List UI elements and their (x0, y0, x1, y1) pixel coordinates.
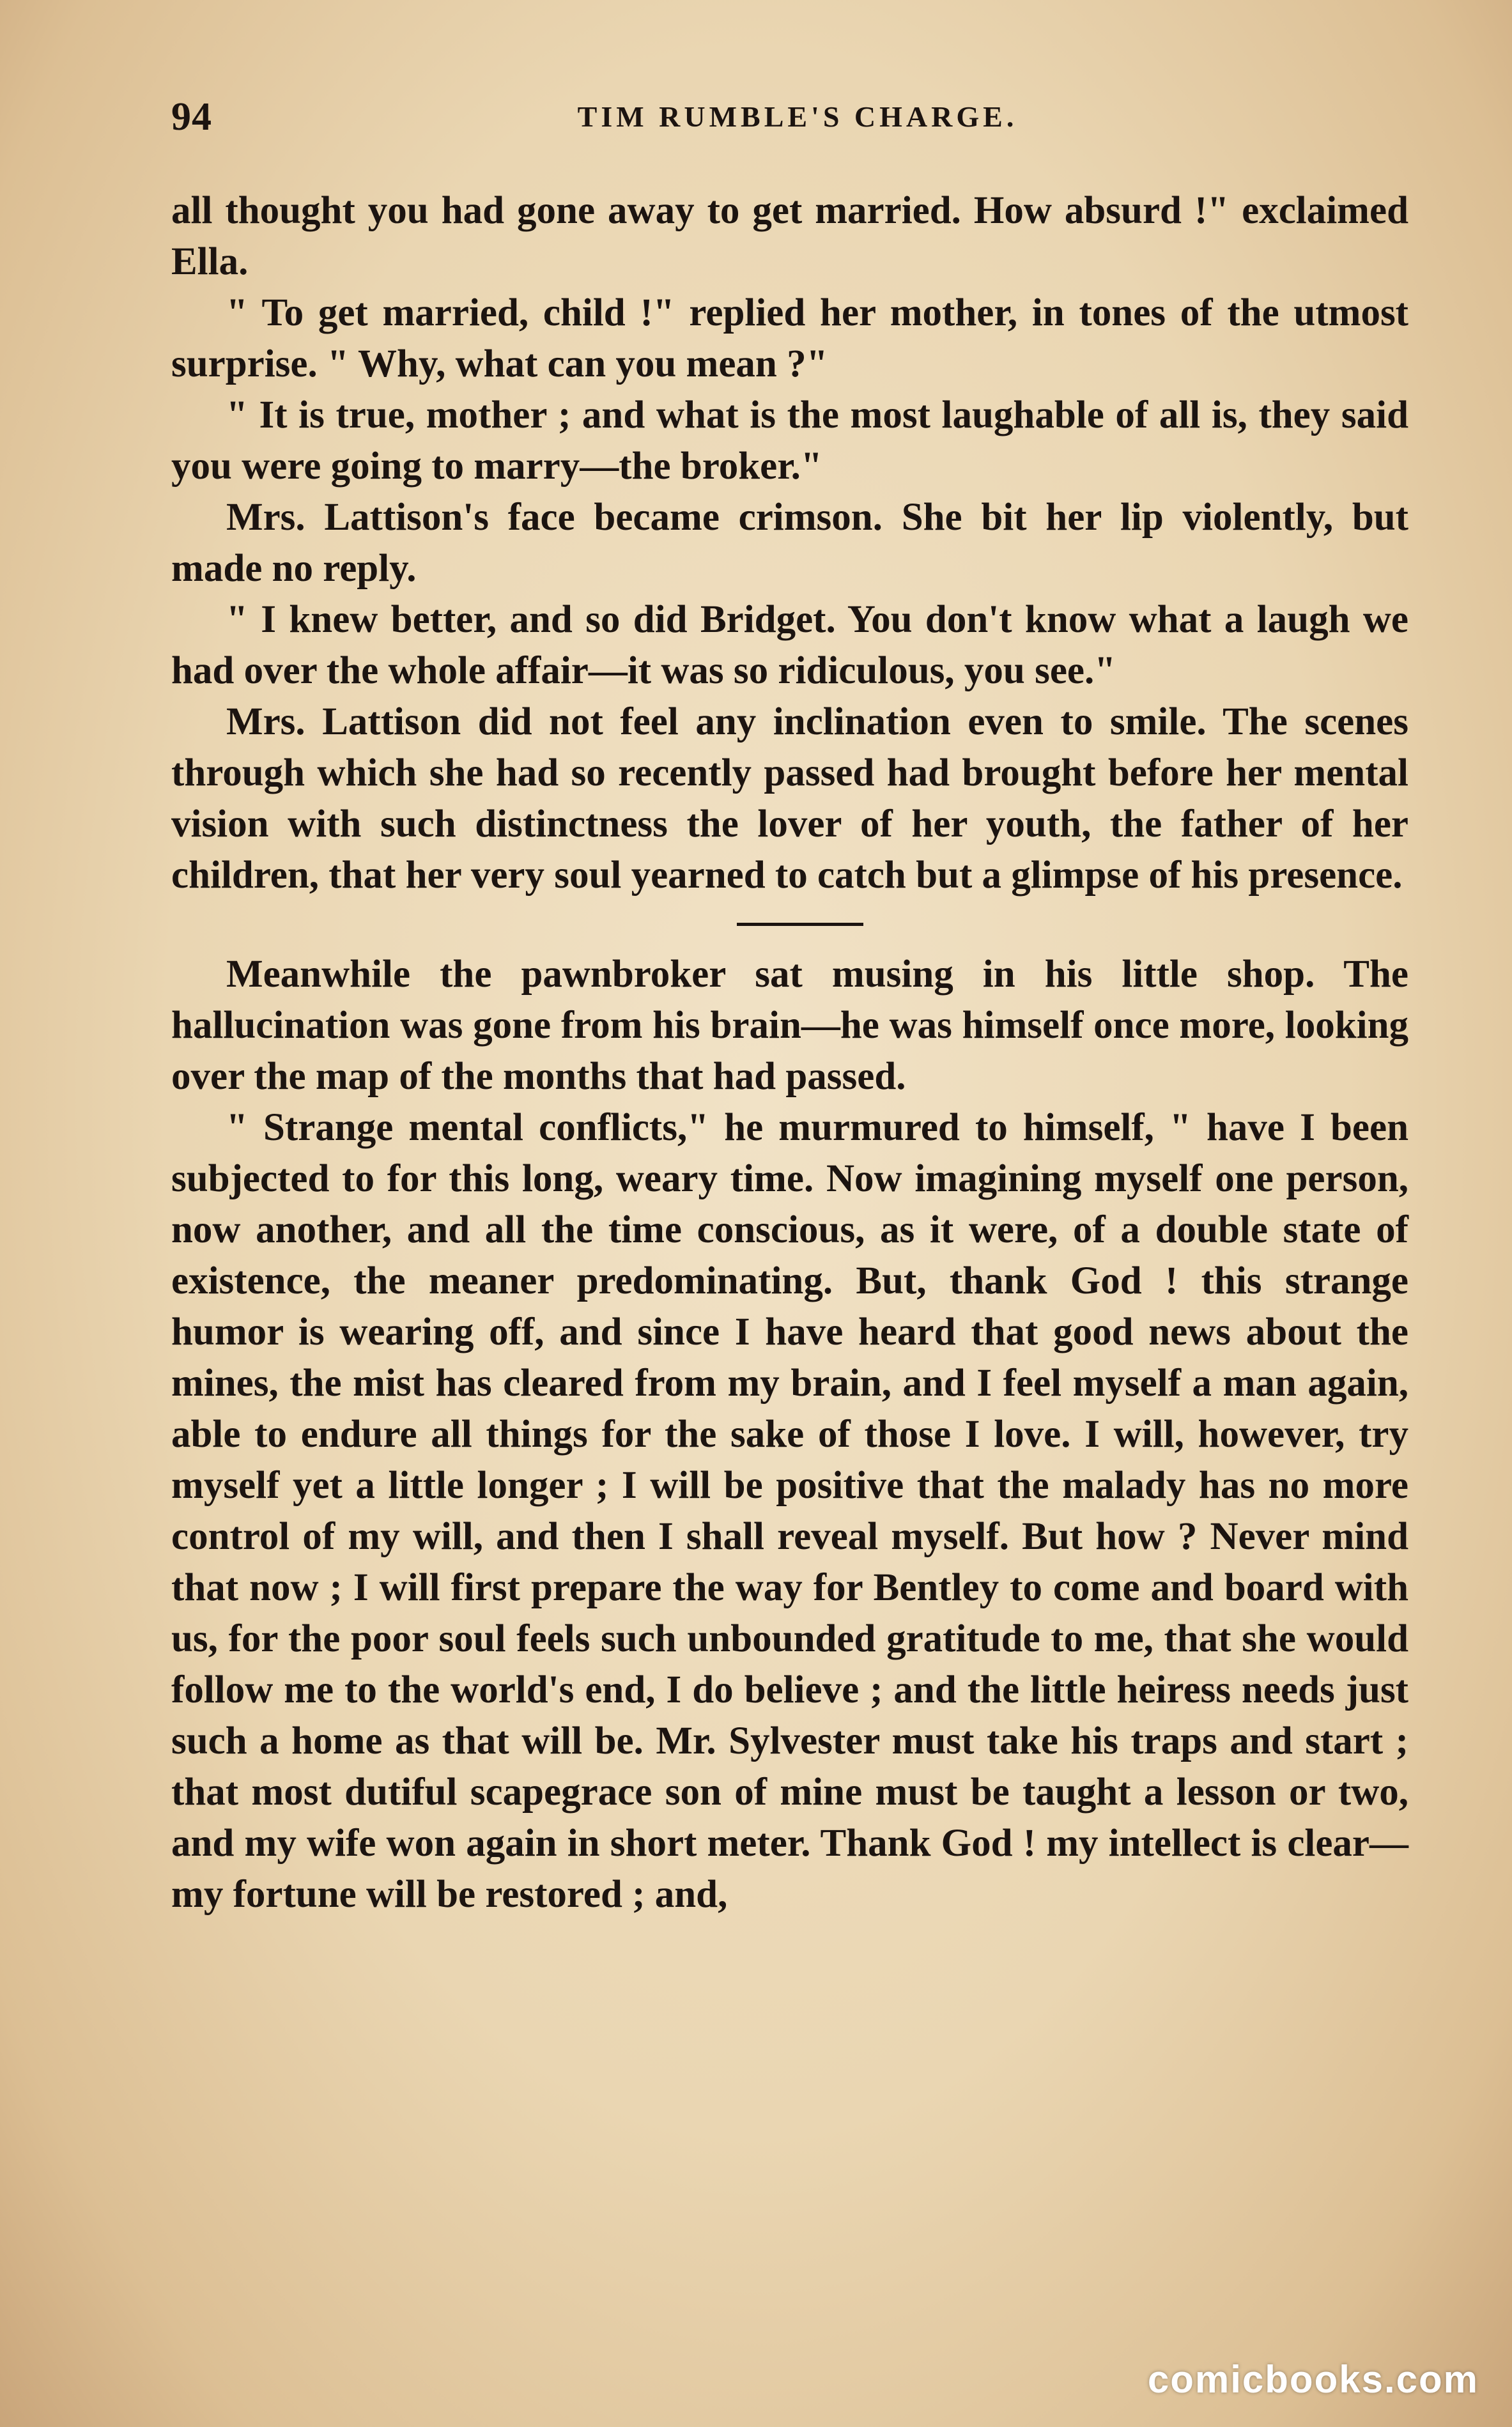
paragraph: all thought you had gone away to get married. How absurd !" exclaimed Ella. (171, 189, 1408, 283)
paragraph: Mrs. Lattison did not feel any inclination even to smile. The scenes through which she had so recently passed had brought before her mental vision with such distinctness the lover of her youth, the father of her children, that her very soul yearned to catch but a glimpse of his presence. (171, 700, 1408, 897)
body-text (171, 185, 1408, 1920)
watermark: comicbooks.com (1147, 2358, 1479, 2401)
paragraph: Meanwhile the pawnbroker sat musing in his little shop. The hallucination was gone from his brain—he was himself once more, looking over the map of the months that had passed. (171, 953, 1408, 1098)
section-divider (737, 923, 863, 926)
page-number: 94 (171, 95, 212, 139)
paragraph: " Strange mental conflicts," he murmured to himself, " have I been subjected to for this long, weary time. Now imagining myself one person, now another, and all the time conscious, as it were, of a double state of existence, the meaner predominating. But, thank God ! this strange humor is wearing off, and since I have heard that good news about the mines, the mist has cleared from my brain, and I feel myself a man again, able to endure all things for the sake of those I love. I will, however, try myself yet a little longer ; I will be positive that the malady has no more control of my will, and then I shall reveal myself. But how ? Never mind that now ; I will first prepare the way for Bentley to come and board with us, for the poor soul feels such unbounded gratitude to me, that she would follow me to the world's end, I do believe ; and the little heiress needs just such a home as that will be. Mr. Sylvester must take his traps and start ; that most dutiful scapegrace son of mine must be taught a lesson or two, and my wife won again in short meter. Thank God ! my intellect is clear—my fortune will be restored ; and, (171, 1106, 1408, 1916)
page-header (171, 95, 1424, 152)
paragraph: Mrs. Lattison's face became crimson. She bit her lip violently, but made no reply. (171, 496, 1408, 590)
running-head: TIM RUMBLE'S CHARGE. (577, 100, 1018, 133)
paragraph: " I knew better, and so did Bridget. You don't know what a laugh we had over the whole affair—it was so ridiculous, you see." (171, 598, 1408, 692)
paragraph: " To get married, child !" replied her mother, in tones of the utmost surprise. " Why, what can you mean ?" (171, 291, 1408, 385)
paragraph: " It is true, mother ; and what is the most laughable of all is, they said you were going to marry—the broker." (171, 394, 1408, 488)
